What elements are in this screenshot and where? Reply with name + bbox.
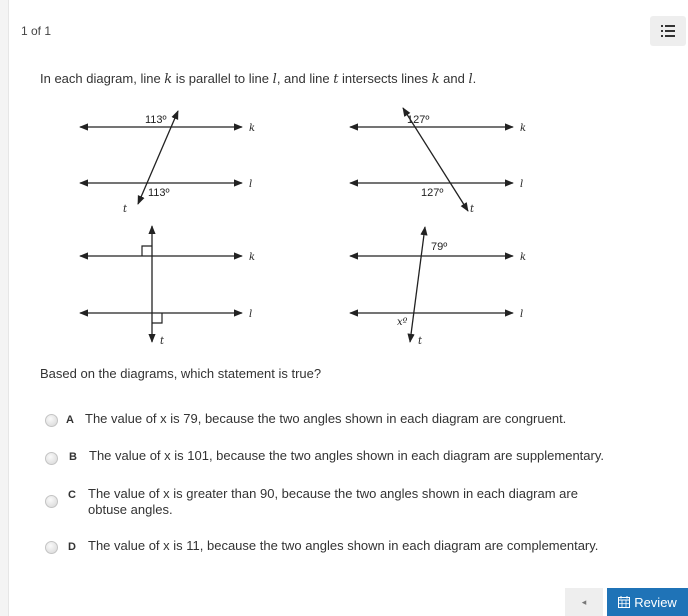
review-button[interactable] — [607, 588, 688, 616]
prompt-var-l: l — [272, 72, 277, 87]
angle-top-label: 113º — [145, 114, 167, 126]
angle-top-label: 79º — [431, 241, 448, 253]
choice-d-text: The value of x is 11, because the two angles shown in each diagram are complementary. — [88, 538, 599, 553]
choice-c-radio[interactable] — [45, 495, 58, 508]
prompt-var-k: k — [431, 72, 440, 87]
angle-bottom-label: xº — [397, 317, 408, 328]
angle-bottom-label: 113º — [148, 187, 170, 199]
choice-b-text: The value of x is 101, because the two angles shown in each diagram are supplementary. — [89, 448, 605, 463]
previous-button[interactable] — [565, 588, 603, 616]
diagram-1 — [80, 111, 255, 215]
calendar-icon — [618, 596, 630, 608]
prompt-var-k: k — [164, 72, 173, 87]
label-l: l — [249, 179, 253, 190]
choice-a-letter: A — [66, 414, 74, 426]
prompt-text: and — [439, 71, 469, 86]
line-t — [410, 227, 425, 342]
label-k: k — [249, 123, 256, 134]
choice-d-letter: D — [68, 541, 76, 553]
right-angle-marker — [152, 313, 162, 323]
prompt-var-l: l — [468, 72, 473, 87]
label-l: l — [520, 309, 524, 320]
prompt-var-t: t — [333, 72, 339, 87]
choice-c-text: The value of x is greater than 90, because the two angles shown in each diagram are obtuse angles. — [88, 486, 578, 517]
diagram-2 — [350, 108, 526, 215]
question-text: Based on the diagrams, which statement is true? — [40, 366, 322, 381]
angle-top-label: 127º — [407, 114, 430, 126]
prompt-text: . — [472, 71, 477, 86]
choice-a-text: The value of x is 79, because the two angles shown in each diagram are congruent. — [85, 411, 567, 426]
choice-b-letter: B — [69, 451, 77, 463]
label-k: k — [249, 252, 256, 263]
prompt-text: is parallel to line — [172, 71, 273, 86]
label-t: t — [470, 204, 475, 215]
choice-d-radio[interactable] — [45, 541, 58, 554]
prompt-text: In each diagram, line — [40, 71, 165, 86]
review-label: Review — [634, 594, 677, 610]
diagram-3 — [80, 226, 255, 347]
question-counter: 1 of 1 — [21, 24, 52, 38]
choice-a-radio[interactable] — [45, 414, 58, 427]
prompt-text: intersects lines — [338, 71, 432, 86]
label-l: l — [520, 179, 524, 190]
choice-c-letter: C — [68, 489, 76, 501]
label-t: t — [160, 336, 165, 347]
angle-bottom-label: 127º — [421, 187, 444, 199]
choice-b-radio[interactable] — [45, 452, 58, 465]
right-angle-marker — [142, 246, 152, 256]
previous-arrow-icon: ◂ — [581, 596, 587, 607]
label-t: t — [123, 204, 128, 215]
label-k: k — [520, 252, 527, 263]
prompt-text: , and line — [276, 71, 334, 86]
label-l: l — [249, 309, 253, 320]
label-t: t — [418, 336, 423, 347]
label-k: k — [520, 123, 527, 134]
diagram-4 — [350, 227, 526, 347]
